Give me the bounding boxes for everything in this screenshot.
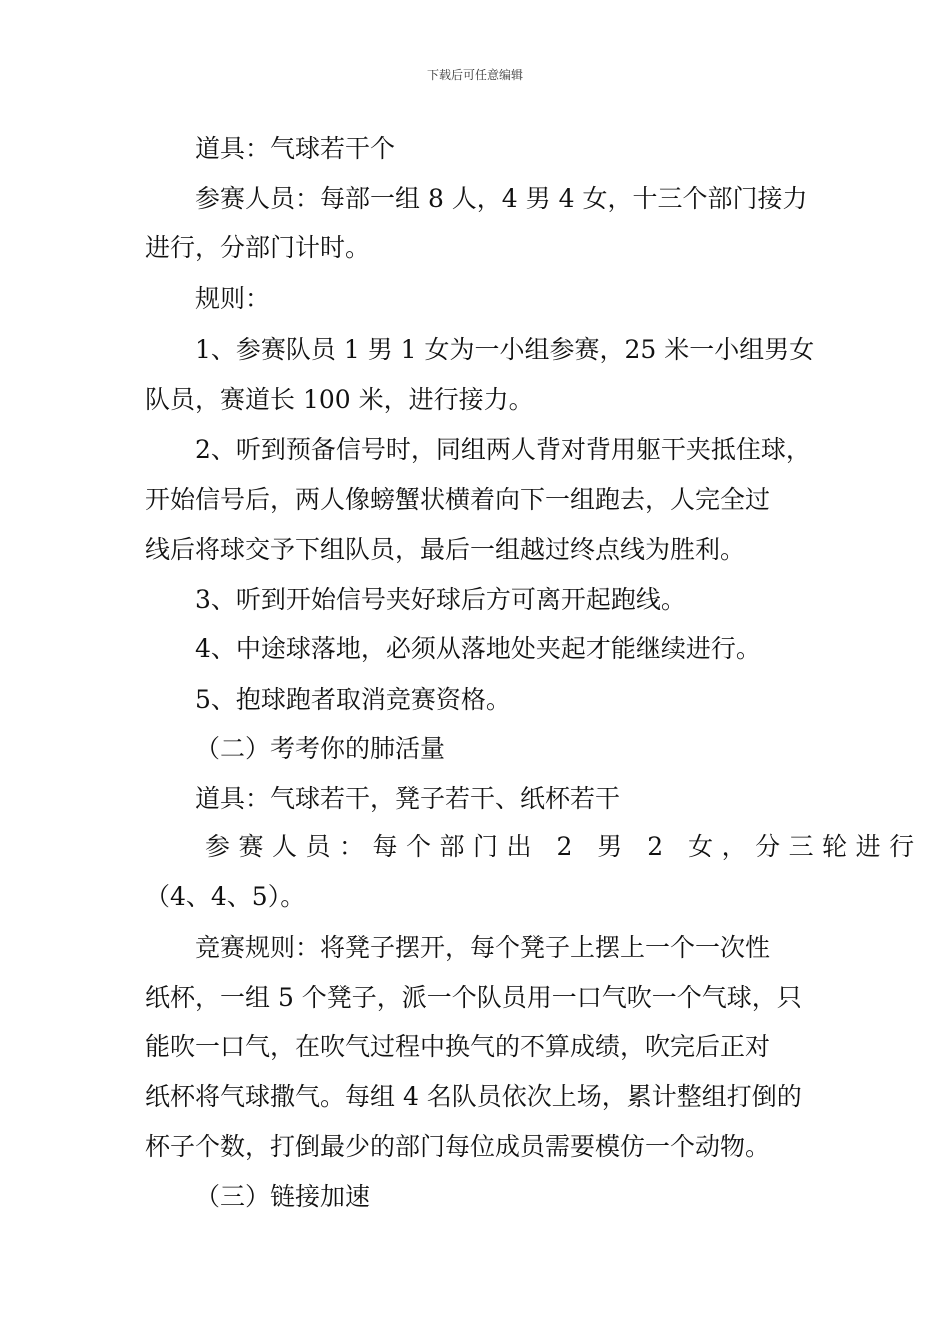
text-line: 纸杯，一组 5 个凳子，派一个队员用一口气吹一个气球，只 <box>145 983 802 1012</box>
text-line: 竞赛规则：将凳子摆开，每个凳子上摆上一个一次性 <box>195 933 771 962</box>
text-line: 能吹一口气，在吹气过程中换气的不算成绩，吹完后正对 <box>145 1032 771 1061</box>
text-line: 道具：气球若干，凳子若干、纸杯若干 <box>195 784 621 813</box>
text-line: 5、抱球跑者取消竞赛资格。 <box>195 685 511 714</box>
text-line: 参赛人员：每部一组 8 人，4 男 4 女，十三个部门接力 <box>195 184 808 213</box>
text-line: 进行，分部门计时。 <box>145 233 371 262</box>
text-line: 杯子个数，打倒最少的部门每位成员需要模仿一个动物。 <box>145 1132 771 1161</box>
text-line: 规则： <box>195 284 271 313</box>
text-line: 开始信号后，两人像螃蟹状横着向下一组跑去，人完全过 <box>145 485 771 514</box>
text-line: 1、参赛队员 1 男 1 女为一小组参赛，25 米一小组男女 <box>195 335 815 364</box>
text-line: 4、中途球落地，必须从落地处夹起才能继续进行。 <box>195 634 761 663</box>
text-line: 纸杯将气球撒气。每组 4 名队员依次上场，累计整组打倒的 <box>145 1082 802 1111</box>
section-heading: （三）链接加速 <box>195 1182 371 1211</box>
text-line: 队员，赛道长 100 米，进行接力。 <box>145 385 534 414</box>
text-line: （4、4、5）。 <box>145 882 306 911</box>
section-heading: （二）考考你的肺活量 <box>195 734 446 763</box>
text-line: 线后将球交予下组队员，最后一组越过终点线为胜利。 <box>145 535 746 564</box>
text-line: 3、听到开始信号夹好球后方可离开起跑线。 <box>195 585 686 614</box>
text-line: 参赛人员：每个部门出 2 男 2 女，分三轮进行 <box>205 832 923 861</box>
page-header-note: 下载后可任意编辑 <box>426 68 523 82</box>
text-line: 道具：气球若干个 <box>195 134 396 163</box>
text-line: 2、听到预备信号时，同组两人背对背用躯干夹抵住球， <box>195 435 811 464</box>
